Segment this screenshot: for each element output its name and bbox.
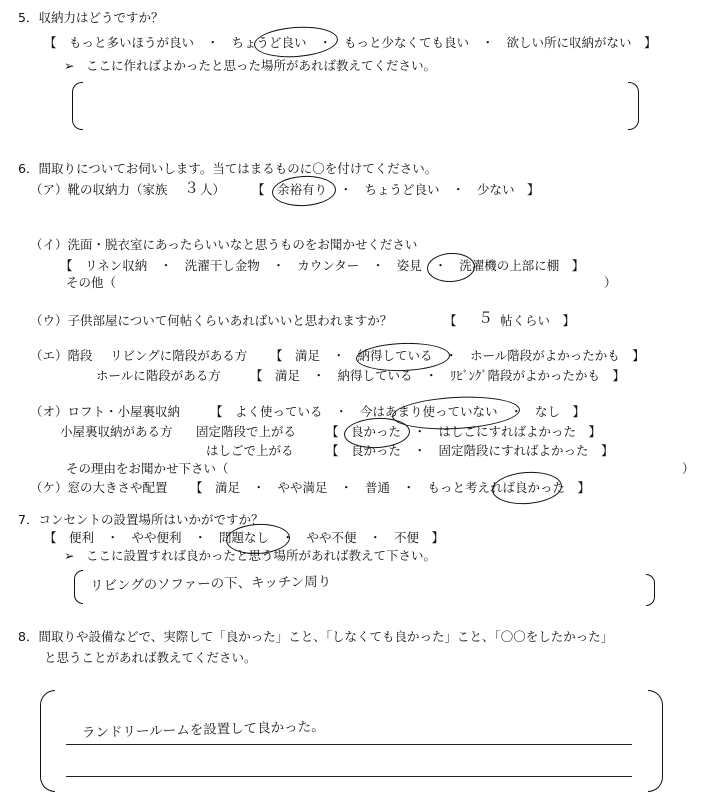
q6o-reason: その理由をお聞かせ下さい（ <box>66 461 229 476</box>
q7-options: 【 便利 ・ やや便利 ・ 問題なし ・ やや不便 ・ 不便 】 <box>44 530 445 545</box>
q7-answer-bracket-left <box>74 570 83 604</box>
q6ke-options: 【 満足 ・ やや満足 ・ 普通 ・ もっと考えれば良かった 】 <box>190 480 591 495</box>
q6a-selected-circle <box>271 174 336 207</box>
q8-heading: 8．間取りや設備などで、実際して「良かった」こと、「しなくても良かった」こと、「〇〇をしたかった」 <box>18 629 614 644</box>
q6u-suffix: 帖くらい 】 <box>500 313 576 328</box>
q5-answer-bracket-left <box>72 82 83 130</box>
q6u-answer: ５ <box>478 309 494 327</box>
q6i-other-close: ） <box>604 275 617 290</box>
q6ke-label: （ケ）窓の大きさや配置 <box>30 480 168 495</box>
q5-answer-bracket-right <box>628 82 639 130</box>
q7-arrow-icon: ➢ <box>64 548 75 563</box>
q6-heading: 6．間取りについてお伺いします。当てはまるものに〇を付けてください。 <box>18 161 438 176</box>
q6o-sub2-options: 【 良かった ・ 固定階段にすればよかった 】 <box>326 443 614 458</box>
q8-answer-line-1 <box>66 744 632 745</box>
q6a-options: 【 余裕有り ・ ちょうど良い ・ 少ない 】 <box>252 182 540 197</box>
q6i-options: 【 リネン収納 ・ 洗濯干し金物 ・ カウンター ・ 姿見 ・ 洗濯機の上部に棚 】 <box>60 258 585 273</box>
q6o-label: （オ）ロフト・小屋裏収納 <box>30 404 181 419</box>
q6i-other: その他（ <box>66 275 117 290</box>
q7-answer: リビングのソファーの下、キッチン周り <box>89 573 332 595</box>
q6o-options: 【 よく使っている ・ 今はあまり使っていない ・ なし 】 <box>210 404 586 419</box>
q5-heading: 5．収納力はどうですか？ <box>18 10 164 25</box>
q6e-row1-label: リビングに階段がある方 <box>110 348 248 363</box>
q6e-row1-options: 【 満足 ・ 納得している ・ ホール階段がよかったかも 】 <box>270 348 645 363</box>
q6i-question: （イ）洗面・脱衣室にあったらいいなと思うものをお聞かせください <box>30 237 418 252</box>
q6o-sub1-fixed: 固定階段で上がる <box>196 424 297 439</box>
q7-answer-bracket-right <box>646 574 655 606</box>
q5-selected-circle <box>253 24 339 60</box>
q6o-sub2-ladder: はしごで上がる <box>206 443 294 458</box>
q6u-bracket-open: 【 <box>444 313 457 328</box>
q8-answer-line-2 <box>66 776 632 777</box>
q6e-row2-label: ホールに階段がある方 <box>96 368 221 383</box>
q6e-label: （エ）階段 <box>30 348 93 363</box>
q5-sub: ここに作ればよかったと思った場所があれば教えてください。 <box>86 58 437 73</box>
q8-answer-bracket-left <box>40 690 55 792</box>
q6o-sub1-label: 小屋裏収納がある方 <box>60 424 173 439</box>
q6i-selected-circle <box>426 252 475 283</box>
q6e-row2-options: 【 満足 ・ 納得している ・ ﾘﾋﾞﾝｸﾞ階段がよかったかも 】 <box>250 368 626 383</box>
q5-options: 【 もっと多いほうが良い ・ ちょうど良い ・ もっと少なくても良い ・ 欲しい所に収納がない 】 <box>44 35 657 50</box>
q8-answer-bracket-right <box>648 690 663 792</box>
q6ke-selected-circle <box>491 470 563 507</box>
q6o-reason-close: ） <box>682 461 695 476</box>
q6a-family-count: ３ <box>184 179 200 197</box>
q6a-unit: 人） <box>200 182 226 197</box>
q6u-question: （ウ）子供部屋について何帖くらいあればいいと思われますか？ <box>30 313 393 328</box>
q8-heading-2: と思うことがあれば教えてください。 <box>44 650 257 665</box>
q5-arrow-icon: ➢ <box>64 58 75 73</box>
q7-sub: ここに設置すれば良かったと思う場所があれば教えて下さい。 <box>86 548 437 563</box>
q6a-label: （ア）靴の収納力（家族 <box>30 182 168 197</box>
q7-heading: 7．コンセントの設置場所はいかがですか？ <box>18 512 264 527</box>
q8-answer: ランドリールームを設置して良かった。 <box>81 718 325 742</box>
q6o-sub1-options: 【 良かった ・ はしごにすればよかった 】 <box>326 424 602 439</box>
